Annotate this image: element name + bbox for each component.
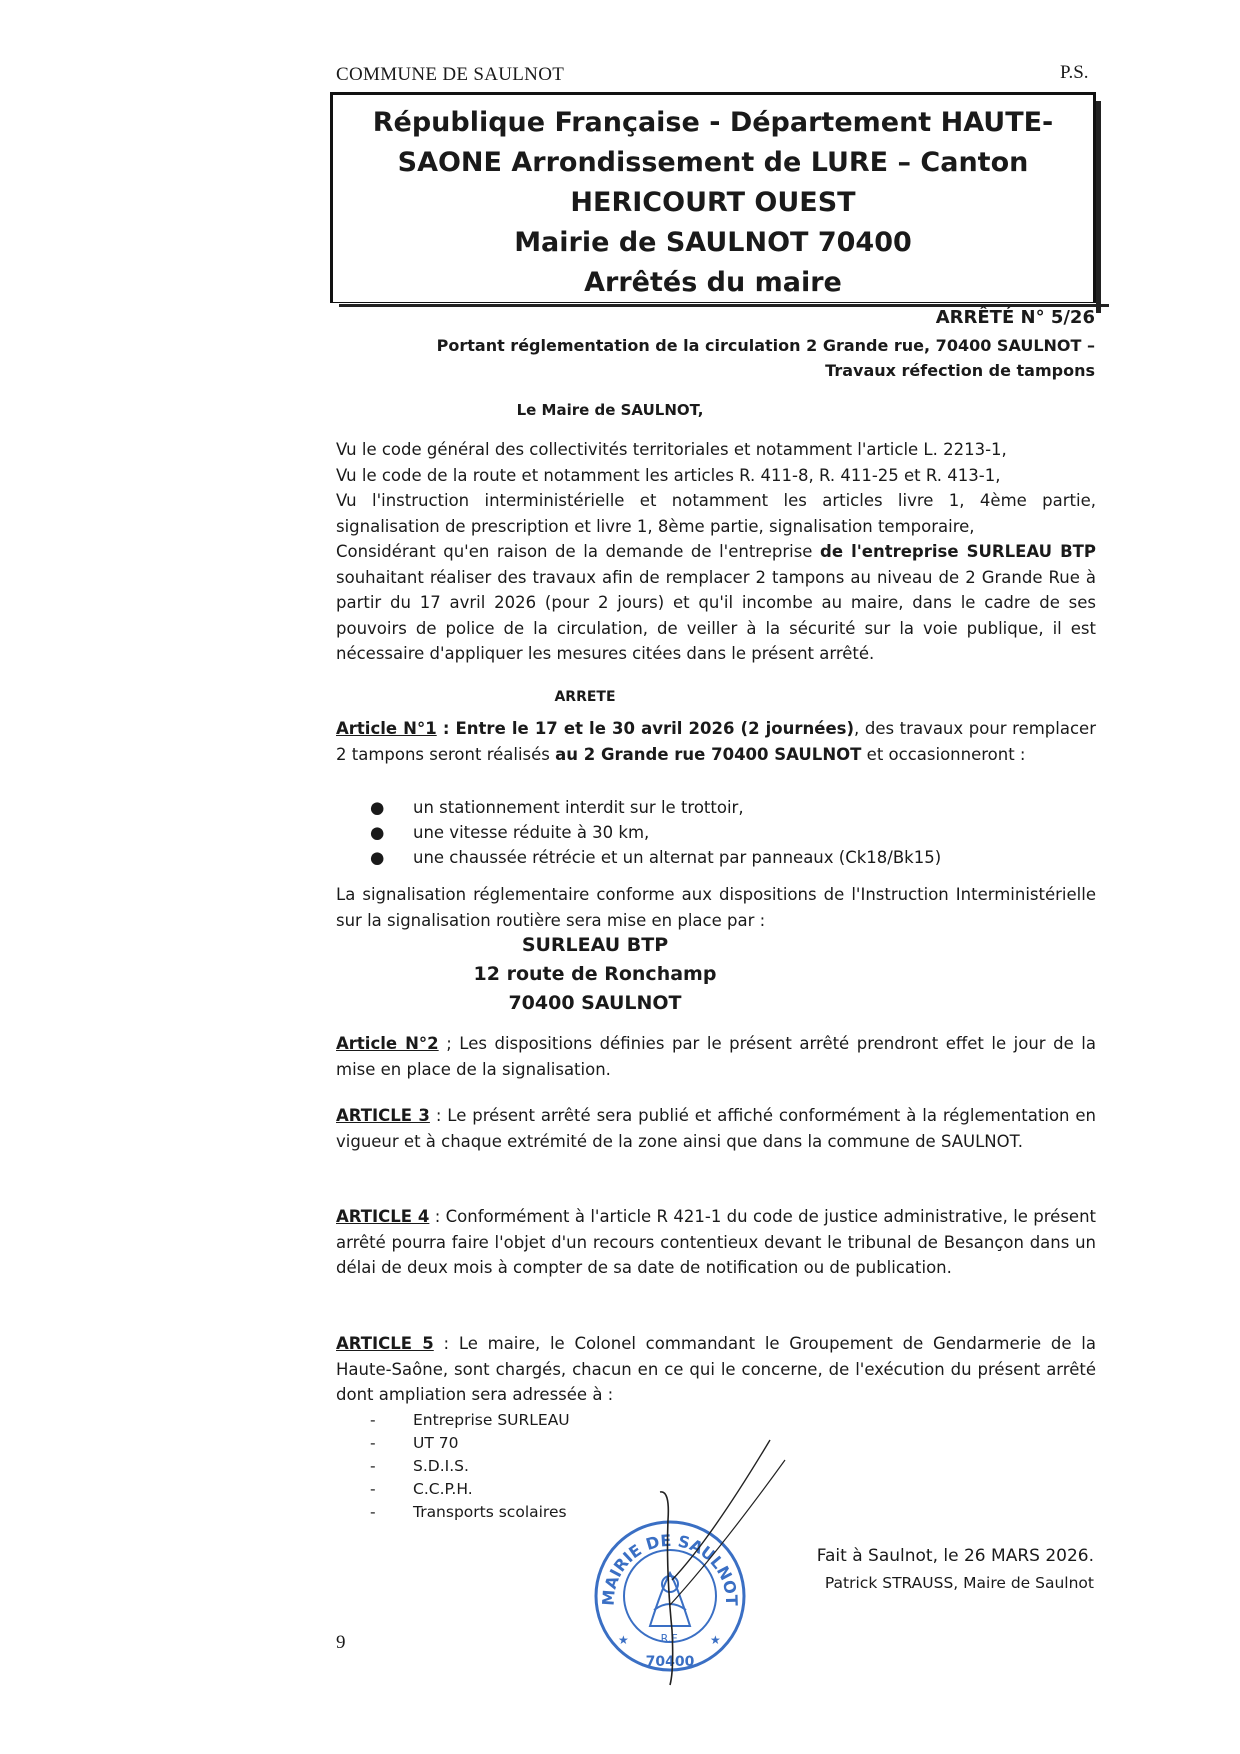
list-item <box>370 1478 570 1501</box>
company-street: 12 route de Ronchamp <box>473 963 717 985</box>
title-line: Arrêtés du maire <box>584 267 842 298</box>
article-2-label: Article N°2 <box>336 1034 439 1053</box>
list-item <box>370 845 941 870</box>
stamp-text-rf: R.F. <box>660 1632 680 1645</box>
star-icon: ★ <box>618 1633 629 1647</box>
recipient: UT 70 <box>413 1434 459 1452</box>
article-1-text: , des travaux pour remplacer 2 tampons seront réalisés <box>336 719 1096 764</box>
considerant-paragraph <box>336 539 1096 667</box>
signatory-name: Patrick STRAUSS, Maire de Saulnot <box>824 1574 1094 1592</box>
article-1-dates: Entre le 17 et le 30 avril 2026 (2 journées) <box>455 719 855 738</box>
article-4-label: ARTICLE 4 <box>336 1207 430 1226</box>
list-item <box>370 1432 570 1455</box>
company-name: SURLEAU BTP <box>521 934 669 956</box>
dash-icon: - <box>370 1480 376 1498</box>
bullet-text: une vitesse réduite à 30 km, <box>413 823 650 842</box>
recipient: S.D.I.S. <box>413 1457 469 1475</box>
title-box-shadow-right <box>1096 101 1101 313</box>
recipients-list <box>370 1409 570 1524</box>
article-5-text: : Le maire, le Colonel commandant le Groupement de Gendarmerie de la Haute-Saône, sont chargés, chacun en ce qui le concerne, de l'exécution du présent arrêté dont ampliation sera adressée à : <box>336 1334 1096 1404</box>
page-number: 9 <box>336 1632 346 1653</box>
article-5-label: ARTICLE 5 <box>336 1334 434 1353</box>
considerant-company: de l'entreprise SURLEAU BTP <box>820 542 1096 561</box>
company-city: 70400 SAULNOT <box>508 992 682 1014</box>
article-1-address: au 2 Grande rue 70400 SAULNOT <box>555 744 862 764</box>
article-1-bullets <box>370 795 941 870</box>
objet-line-2: Travaux réfection de tampons <box>825 361 1095 380</box>
article-1-colon: : <box>436 719 456 738</box>
bullet-text: un stationnement interdit sur le trottoir, <box>413 798 744 817</box>
list-item <box>370 1455 570 1478</box>
stamp-text-top: MAIRIE DE SAULNOT <box>598 1530 742 1607</box>
stamp-text-bottom: 70400 <box>645 1654 695 1670</box>
title-line: SAONE Arrondissement de LURE – Canton <box>397 147 1029 178</box>
dash-icon: - <box>370 1503 376 1521</box>
dash-icon: - <box>370 1434 376 1452</box>
bullet-icon: ● <box>370 848 385 867</box>
vu-line: Vu le code général des collectivités territoriales et notamment l'article L. 2213-1, <box>336 440 1007 459</box>
recipient: C.C.P.H. <box>413 1480 473 1498</box>
article-2-text: ; Les dispositions définies par le présent arrêté prendront effet le jour de la mise en place de la signalisation. <box>336 1034 1096 1079</box>
title-line: HERICOURT OUEST <box>570 187 856 218</box>
objet-line-1: Portant réglementation de la circulation 2 Grande rue, 70400 SAULNOT – <box>436 336 1095 355</box>
signature-place-date: Fait à Saulnot, le 26 MARS 2026. <box>816 1546 1094 1566</box>
article-3-label: ARTICLE 3 <box>336 1106 430 1125</box>
article-2 <box>336 1031 1096 1082</box>
article-1 <box>336 716 1096 767</box>
recipient: Entreprise SURLEAU <box>413 1411 570 1429</box>
article-4 <box>336 1204 1096 1281</box>
bullet-icon: ● <box>370 798 385 817</box>
bullet-text: une chaussée rétrécie et un alternat par panneaux (Ck18/Bk15) <box>413 848 942 867</box>
vu-line: Vu l'instruction interministérielle et notamment les articles livre 1, 4ème partie, <box>336 491 1096 510</box>
title-line: Mairie de SAULNOT 70400 <box>514 227 912 258</box>
arrete-number: ARRÊTÉ N° 5/26 <box>935 307 1095 328</box>
vu-block <box>336 437 1096 539</box>
arrete-heading: ARRETE <box>554 689 616 705</box>
star-icon: ★ <box>710 1633 721 1647</box>
list-item <box>370 795 941 820</box>
dash-icon: - <box>370 1457 376 1475</box>
article-4-text: : Conformément à l'article R 421-1 du code de justice administrative, le présent arrêté pourra faire l'objet d'un recours contentieux devant le tribunal de Besançon dans un délai de deux mois à compter de sa date de notification ou de publication. <box>336 1207 1097 1277</box>
recipient: Transports scolaires <box>413 1503 567 1521</box>
article-3-text: : Le présent arrêté sera publié et affiché conformément à la réglementation en vigueur et à chaque extrémité de la zone ainsi que dans la commune de SAULNOT. <box>336 1106 1097 1151</box>
signature <box>600 1430 800 1690</box>
article-3 <box>336 1103 1096 1154</box>
article-1-text-end: et occasionneront : <box>861 744 1026 764</box>
signalisation-paragraph: La signalisation réglementaire conforme aux dispositions de l'Instruction Interministérielle sur la signalisation routière sera mise en place par : <box>336 885 1096 930</box>
bullet-icon: ● <box>370 823 385 842</box>
list-item <box>370 1409 570 1432</box>
initials-header: P.S. <box>1060 62 1089 83</box>
title-text <box>333 103 1093 303</box>
considerant-text-rest: souhaitant réaliser des travaux afin de remplacer 2 tampons au niveau de 2 Grande Rue à partir du 17 avril 2026 (pour 2 jours) et qu'il incombe au maire, dans le cadre de ses pouvoirs de police de la circulation, de veiller à la sécurité sur la voie publique, il est nécessaire d'appliquer les mesures citées dans le présent arrêté. <box>336 567 1096 663</box>
vu-line: signalisation de prescription et livre 1, 8ème partie, signalisation temporaire, <box>336 516 975 536</box>
title-box <box>330 92 1096 303</box>
commune-header: COMMUNE DE SAULNOT <box>336 64 565 85</box>
article-1-label: Article N°1 <box>336 719 437 738</box>
title-line: République Française - Département HAUTE- <box>372 107 1054 138</box>
list-item <box>370 820 941 845</box>
vu-line: Vu le code de la route et notamment les articles R. 411-8, R. 411-25 et R. 413-1, <box>336 465 1001 485</box>
maire-heading: Le Maire de SAULNOT, <box>516 401 704 419</box>
list-item <box>370 1501 570 1524</box>
considerant-text: Considérant qu'en raison de la demande de l'entreprise <box>336 542 821 561</box>
article-5 <box>336 1331 1096 1408</box>
dash-icon: - <box>370 1411 376 1429</box>
